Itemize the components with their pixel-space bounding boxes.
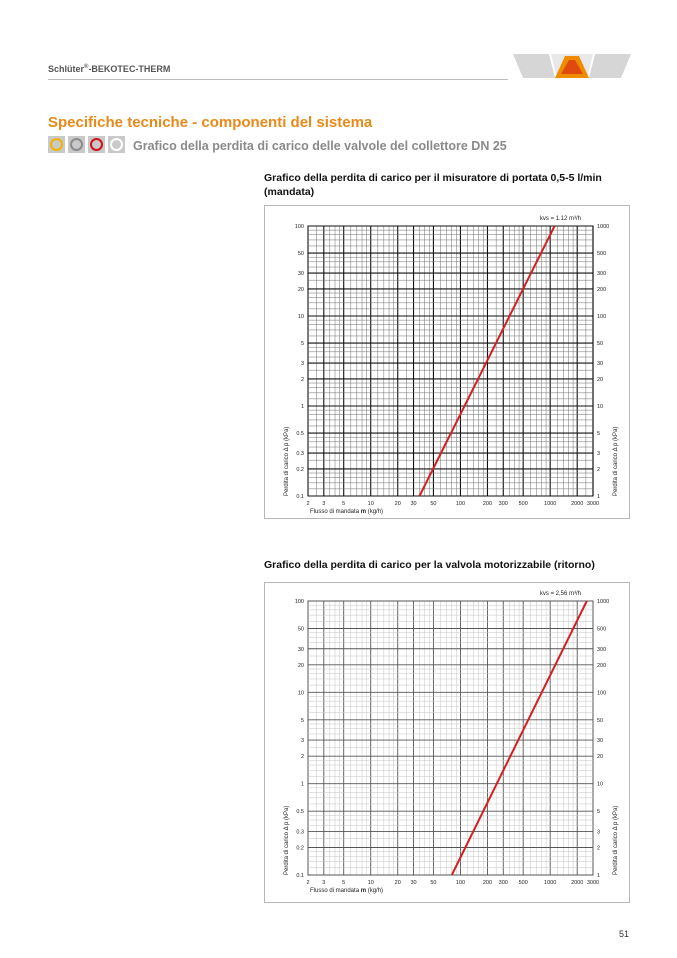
- x-tick-label: 300: [498, 880, 508, 886]
- y-tick-label-right: 100: [597, 690, 607, 697]
- kvs-annotation: kvs = 2,56 m³/h: [539, 591, 581, 597]
- y-tick-label-left: 2: [300, 754, 304, 761]
- red-ring-badge: [88, 136, 105, 153]
- page-number: 51: [619, 929, 630, 939]
- x-tick-label: 30: [410, 880, 417, 886]
- x-tick-label: 30: [410, 501, 417, 507]
- y-tick-label-right: 5: [597, 809, 601, 816]
- x-tick-label: 50: [430, 501, 437, 507]
- x-tick-label: 100: [455, 501, 466, 507]
- y-tick-label-left: 0.1: [296, 494, 304, 500]
- y-axis-label-right: Perdita di carico Δ p (kPa): [613, 805, 619, 875]
- y-tick-label-right: 1000: [597, 599, 610, 605]
- x-tick-label: 500: [518, 880, 528, 886]
- y-tick-label-right: 500: [597, 626, 607, 633]
- y-axis-label-left: Perdita di carico Δ p (kPa): [284, 805, 290, 875]
- y-tick-label-left: 0.3: [296, 829, 304, 836]
- y-tick-label-right: 2: [597, 466, 601, 473]
- y-axis-label-right: Perdita di carico Δ p (kPa): [613, 426, 619, 496]
- y-tick-label-left: 0.2: [296, 845, 304, 852]
- y-tick-label-right: 30: [597, 361, 604, 368]
- x-tick-label: 3: [322, 501, 326, 507]
- chart-2-caption: Grafico della perdita di carico per la valvola motorizzabile (ritorno): [264, 559, 595, 571]
- yellow-ring-badge: [48, 136, 65, 153]
- chart-1-panel: [264, 205, 630, 519]
- y-tick-label-left: 100: [294, 599, 304, 605]
- y-tick-label-right: 500: [597, 251, 607, 258]
- y-tick-label-right: 100: [597, 314, 607, 320]
- y-tick-label-left: 0.5: [296, 809, 304, 816]
- y-tick-label-left: 1: [300, 781, 304, 788]
- x-tick-label: 10: [367, 880, 374, 886]
- y-tick-label-left: 5: [300, 717, 304, 724]
- y-tick-label-right: 30: [597, 738, 604, 745]
- x-tick-label: 1000: [544, 501, 557, 507]
- x-tick-label: 3: [322, 880, 326, 886]
- header-rule: [48, 79, 508, 80]
- chart-2-plot: [265, 583, 629, 902]
- white-ring-icon: [110, 138, 123, 151]
- page-title: Specifiche tecniche - componenti del sistema: [48, 114, 373, 131]
- x-tick-label: 20: [394, 880, 401, 886]
- yellow-ring-icon: [50, 138, 63, 151]
- chart-2-panel: [264, 582, 630, 903]
- y-tick-label-right: 200: [597, 286, 607, 293]
- y-tick-label-right: 200: [597, 662, 607, 669]
- grey-ring-badge: [68, 136, 85, 153]
- y-tick-label-left: 10: [297, 314, 304, 320]
- x-axis-label: Flusso di mandata m (kg/h): [310, 509, 384, 515]
- x-tick-label: 500: [518, 501, 528, 507]
- y-tick-label-right: 300: [597, 646, 607, 653]
- y-tick-label-right: 1: [597, 494, 601, 500]
- y-tick-label-right: 1000: [597, 224, 610, 230]
- x-axis-label: Flusso di mandata m (kg/h): [310, 888, 384, 894]
- y-tick-label-right: 10: [597, 404, 604, 410]
- y-tick-label-left: 50: [297, 251, 304, 258]
- y-tick-label-right: 2: [597, 845, 601, 852]
- x-tick-label: 300: [498, 501, 508, 507]
- x-tick-label: 3000: [586, 880, 600, 886]
- y-tick-label-left: 2: [300, 376, 304, 383]
- x-tick-label: 50: [430, 880, 437, 886]
- chart-1-plot: [265, 206, 629, 518]
- y-tick-label-right: 20: [597, 376, 604, 383]
- y-tick-label-right: 10: [597, 781, 604, 788]
- color-badges: [48, 136, 125, 153]
- x-tick-label: 5: [342, 501, 346, 507]
- brand-name: Schlüter®-BEKOTEC-THERM: [48, 64, 171, 74]
- y-tick-label-right: 50: [597, 341, 604, 348]
- y-tick-label-left: 3: [300, 738, 304, 745]
- y-tick-label-left: 3: [300, 361, 304, 368]
- y-tick-label-right: 50: [597, 717, 604, 724]
- y-tick-label-left: 100: [294, 224, 304, 230]
- x-tick-label: 2: [306, 501, 310, 507]
- x-tick-label: 2000: [571, 880, 584, 886]
- y-tick-label-left: 30: [297, 271, 304, 278]
- x-tick-label: 5: [342, 880, 346, 886]
- y-tick-label-right: 300: [597, 271, 607, 278]
- red-ring-icon: [90, 138, 103, 151]
- y-tick-label-left: 0.2: [296, 466, 304, 473]
- white-ring-badge: [108, 136, 125, 153]
- y-tick-label-left: 0.1: [296, 873, 304, 879]
- y-tick-label-left: 5: [300, 341, 304, 348]
- schluter-logo: [513, 50, 631, 82]
- y-tick-label-right: 3: [597, 451, 601, 458]
- y-tick-label-left: 30: [297, 646, 304, 653]
- x-tick-label: 200: [482, 501, 493, 507]
- page-subtitle: Grafico della perdita di carico delle valvole del collettore DN 25: [133, 139, 507, 153]
- x-tick-label: 3000: [586, 501, 600, 507]
- x-tick-label: 100: [455, 880, 466, 886]
- x-tick-label: 2000: [571, 501, 584, 507]
- x-tick-label: 20: [394, 501, 401, 507]
- y-tick-label-left: 1: [300, 404, 304, 410]
- y-tick-label-right: 1: [597, 873, 601, 879]
- y-tick-label-left: 10: [297, 690, 304, 697]
- y-tick-label-right: 20: [597, 754, 604, 761]
- y-tick-label-left: 0.3: [296, 451, 304, 458]
- y-tick-label-left: 20: [297, 286, 304, 293]
- chart-1-caption: Grafico della perdita di carico per il misuratore di portata 0,5-5 l/min (mandata): [264, 172, 602, 198]
- x-tick-label: 2: [306, 880, 310, 886]
- x-tick-label: 1000: [544, 880, 557, 886]
- y-tick-label-left: 20: [297, 662, 304, 669]
- y-tick-label-right: 5: [597, 431, 601, 438]
- grey-ring-icon: [70, 138, 83, 151]
- y-tick-label-left: 0.5: [296, 431, 304, 438]
- y-tick-label-right: 3: [597, 829, 601, 836]
- y-axis-label-left: Perdita di carico Δ p (kPa): [284, 426, 290, 496]
- kvs-annotation: kvs = 1.12 m³/h: [539, 216, 581, 222]
- x-tick-label: 200: [482, 880, 493, 886]
- x-tick-label: 10: [367, 501, 374, 507]
- y-tick-label-left: 50: [297, 626, 304, 633]
